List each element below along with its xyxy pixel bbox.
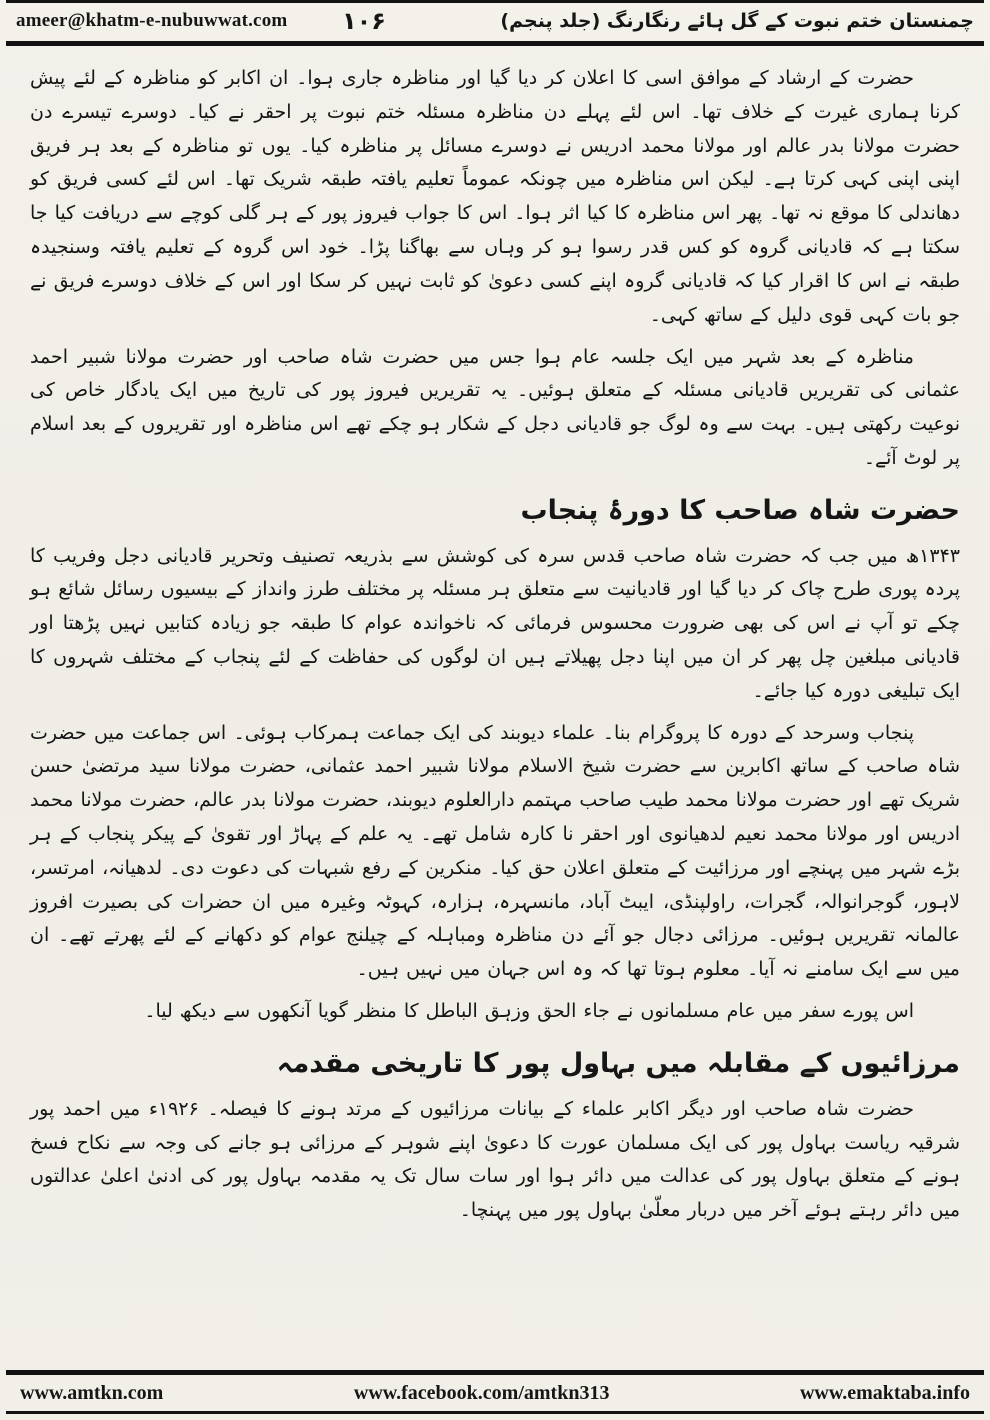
section-heading-punjab-tour: حضرت شاہ صاحب کا دورۂ پنجاب — [520, 494, 960, 526]
page-number: ۱۰۶ — [341, 7, 386, 35]
paragraph-tour-delegation: پنجاب وسرحد کے دورہ کا پروگرام بنا۔ علماء دیوبند کی ایک جماعت ہمرکاب ہوئی۔ اس جماعت میں حضرت شاہ صاحب کے ساتھ اکابرین سے حضرت شیخ الاسلام مولانا شبیر احمد عثمانی، حضرت مولانا سید مرتضیٰ حسن شریک تھے اور حضرت مولانا محمد طیب صاحب مہتمم دارالعلوم دیوبند، حضرت مولانا بدر عالم، حضرت مولانا محمد ادریس اور مولانا محمد نعیم لدھیانوی اور احقر نا کارہ شامل تھے۔ یہ علم کے پہاڑ اور تقویٰ کے پیکر پنجاب کے ہر بڑے شہر میں پہنچے اور مرزائیت کے متعلق اعلان حق کیا۔ منکرین کے رفع شبہات کی دعوت دی۔ لدھیانہ، امرتسر، لاہور، گوجرانوالہ، گجرات، راولپنڈی، ایبٹ آباد، مانسہرہ، ہزارہ، کہوٹہ وغیرہ میں ان حضرات کی بصیرت افروز عالمانہ تقریریں ہوئیں۔ مرزائی دجال جو آئے دن مناظرہ ومباہلہ کے چیلنج عوام کو دکھانے کے لئے پھرتے تھے۔ ان میں سے ایک سامنے نہ آیا۔ معلوم ہوتا تھا کہ وہ اس جہان میں نہیں ہیں۔ — [30, 721, 960, 981]
paragraph-public-gathering: مناظرہ کے بعد شہر میں ایک جلسہ عام ہوا جس میں حضرت شاہ صاحب اور حضرت مولانا شبیر احمد عثمانی کی تقریریں قادیانی مسئلہ کے متعلق ہوئیں۔ یہ تقریریں فیروز پور کی تاریخ میں ایک یادگار خاص کی نوعیت رکھتی ہیں۔ بہت سے وہ لوگ جو قادیانی دجل کے شکار ہو چکے تھے اس مناظرہ اور تقریروں کے بعد اسلام پر لوٹ آئے۔ — [30, 345, 960, 469]
paragraph-journey-summary: اس پورے سفر میں عام مسلمانوں نے جاء الحق وزہق الباطل کا منظر گویا آنکھوں سے دیکھ لیا۔ — [144, 1000, 914, 1023]
footer-url-amtkn: www.amtkn.com — [20, 1381, 164, 1404]
header-email: ameer@khatm-e-nubuwwat.com — [16, 10, 288, 31]
page-footer — [6, 1370, 984, 1414]
page-header — [6, 0, 984, 46]
paragraph-bahawalpur-case: حضرت شاہ صاحب اور دیگر اکابر علماء کے بیانات مرزائیوں کے مرتد ہونے کا فیصلہ۔ ۱۹۲۶ء میں احمد پور شرقیہ ریاست بہاول پور کی ایک مسلمان عورت کا دعویٰ اپنے شوہر کے مرزائی ہو جانے کی وجہ سے نکاح فسخ ہونے کے متعلق بہاول پور کی عدالت میں دائر ہوا اور سات سال تک یہ مقدمہ بہاول پور کی ادنیٰ اعلیٰ عدالتوں میں دائر رہتے ہوئے آخر میں دربار معلّیٰ بہاول پور میں پہنچا۔ — [30, 1097, 960, 1222]
footer-url-emaktaba: www.emaktaba.info — [799, 1381, 970, 1404]
paragraph-debate-announcement: حضرت کے ارشاد کے موافق اسی کا اعلان کر دیا گیا اور مناظرہ جاری ہوا۔ ان اکابر کو مناظرہ کے لئے پیش کرنا ہماری غیرت کے خلاف تھا۔ اس لئے پہلے دن مناظرہ مسئلہ ختم نبوت پر احقر نے کیا۔ دوسرے تیسرے دن حضرت مولانا بدر عالم اور مولانا محمد ادریس نے دوسرے مسائل پر مناظرہ کیا۔ یوں تو مناظرہ کے بعد ہر فریق اپنی اپنی کہی کرتا ہے۔ لیکن اس مناظرہ میں چونکہ عموماً تعلیم یافتہ طبقہ شریک تھا۔ اس لئے کسی فریق کو دھاندلی کا موقع نہ تھا۔ پھر اس مناظرہ کا کیا اثر ہوا۔ اس کا جواب فیروز پور کے ہر گلی کوچے سے دریافت کیا جا سکتا ہے کہ قادیانی گروہ کو کس قدر رسوا ہو کر وہاں سے بھاگنا پڑا۔ خود اس گروہ کے تعلیم یافتہ وسنجیدہ طبقہ نے اس کا اقرار کیا کہ قادیانی گروہ اپنے کسی دعویٰ کو ثابت نہیں کر سکا اور اس کے خلاف دوسرے فریق نے جو بات کہی قوی دلیل کے ساتھ کہی۔ — [30, 67, 960, 326]
header-book-title: چمنستان ختم نبوت کے گل ہائے رنگارنگ (جلد پنجم) — [500, 10, 974, 32]
page-body — [0, 46, 990, 1368]
paragraph-tour-reason: ۱۳۴۳ھ میں جب کہ حضرت شاہ صاحب قدس سرہ کی کوشش سے بذریعہ تصنیف وتحریر قادیانی دجل وفریب کا پردہ پوری طرح چاک کر دیا گیا اور قادیانیت سے متعلق ہر مسئلہ پر مختلف طرز وانداز کے بیسیوں رسائل شائع ہو چکے تو آپ نے اس کی بھی ضرورت محسوس فرمائی کہ ناخواندہ عوام کا طبقہ جو زیادہ کتابیں نہیں پڑھتا اور قادیانی مبلغین چل پھر کر ان میں اپنا دجل پھیلاتے ہیں ان لوگوں کی حفاظت کے لئے پنجاب کے مختلف شہروں کا ایک تبلیغی دورہ کیا جائے۔ — [30, 544, 960, 702]
footer-url-facebook: www.facebook.com/amtkn313 — [353, 1381, 610, 1404]
section-heading-bahawalpur-case: مرزائیوں کے مقابلہ میں بہاول پور کا تاریخی مقدمہ — [276, 1047, 960, 1079]
